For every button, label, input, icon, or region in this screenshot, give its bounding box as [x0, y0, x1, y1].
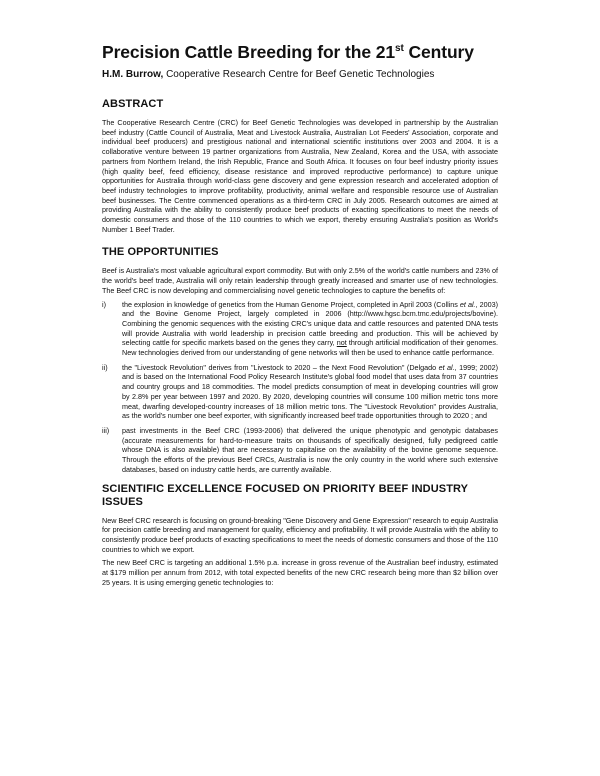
list-item-text-italic: et al. — [459, 299, 476, 309]
list-item-text-part: , 2003) and the Bovine Genome Project, largely completed in 2006 (http://www.hgsc.bcm.tmc.edu/projects/bovine). Combining the genomic sequences with the existing CRC's unique data and cattle resources and patented DNA tests will provide Australia with world leadership in precision cattle breeding and production. This will be achieved by selecting cattle for specific markets based on the genes they carry, — [122, 299, 498, 348]
abstract-heading: ABSTRACT — [102, 98, 164, 110]
list-item-number: ii) — [102, 362, 108, 372]
list-item — [102, 363, 498, 421]
scientific-paragraph-1: New Beef CRC research is focusing on ground-breaking "Gene Discovery and Gene Expression" research to equip Australia for precision cattle breeding and management for quality, efficiency and profitability. It will provide Australia with the ability to consistently produce beef products of exacting specifications to meet the needs of domestic consumers and those of the 110 countries to which we export. — [102, 515, 498, 554]
opportunities-heading: THE OPPORTUNITIES — [102, 246, 219, 259]
opportunities-list — [102, 300, 498, 475]
list-item-text-part: the "Livestock Revolution" derives from "Livestock to 2020 – the Next Food Revolution" (Delgado — [122, 362, 439, 372]
title-end: Century — [403, 42, 474, 62]
opportunities-section — [102, 246, 498, 474]
author-line — [102, 68, 498, 81]
list-item-text-part: , 1999; 2002) and is based on the International Food Policy Research Institute's global food model that uses data from 37 countries and country groups and 18 commodities. The model predicts consumption of meat in developing countries will grow by 2.8% per year between 1997 and 2020. By 2020, developing countries will consume 100 million metric tons more meat, dwarfing developed-country increases of 18 million metric tons. The "Livestock Revolution" provides Australia, as the world's number one beef exporter, with significantly increased beef trade opportunities through to 2020 ; and — [122, 362, 498, 421]
page-title — [102, 40, 498, 64]
scientific-paragraph-2: The new Beef CRC is targeting an additional 1.5% p.a. increase in gross revenue of the Australian beef industry, estimated at $179 million per annum from 2012, with total expected benefits of the new CRC research being more than $2 billion over 25 years. It is using emerging genetic technologies to: — [102, 558, 498, 587]
author-name: H.M. Burrow, — [102, 69, 164, 80]
opportunities-intro: Beef is Australia's most valuable agricultural export commodity. But with only 2.5% of the world's cattle numbers and 23% of the world's beef trade, Australia will only retain leadership through greatly increased and smarter use of new technologies. The Beef CRC is now developing and commercialising novel genetic technologies to capture the benefits of: — [102, 266, 498, 295]
list-item-number: i) — [102, 299, 106, 309]
list-item-number: iii) — [102, 425, 110, 435]
list-item — [102, 426, 498, 475]
list-item-text-part: through artificial modification of their genomes. New technologies derived from our understanding of gene networks will then be used to enhance cattle performance. — [122, 338, 498, 358]
author-affiliation: Cooperative Research Centre for Beef Genetic Technologies — [163, 69, 435, 80]
title-main: Precision Cattle Breeding for the 21 — [102, 42, 396, 62]
list-item-text: past investments in the Beef CRC (1993-2006) that delivered the unique phenotypic and genotypic databases (accurate measurements for hard-to-measure traits on thousands of specifically designed, fully pedigreed cattle whose DNA is also available) that are necessary to capitalise on the availability of the bovine genome sequence. Through the efforts of the previous Beef CRCs, Australia is now the only country in the world where such extensive databases, based on industry cattle herds, are currently available. — [122, 425, 498, 474]
list-item-text-italic: et al. — [438, 362, 455, 372]
list-item — [102, 300, 498, 358]
list-item-text — [122, 363, 498, 421]
list-item-text-part: the explosion in knowledge of genetics from the Human Genome Project, completed in April 2003 (Collins — [122, 299, 460, 309]
list-item-text-underline: not — [336, 338, 347, 348]
abstract-section — [102, 98, 498, 234]
title-superscript: st — [395, 43, 404, 55]
list-item-text — [122, 300, 498, 358]
scientific-section — [102, 483, 498, 588]
abstract-text: The Cooperative Research Centre (CRC) for Beef Genetic Technologies was developed in partnership by the Australian beef industry (Cattle Council of Australia, Meat and Livestock Australia, Australian Lot Feeders' Association, corporate and individual beef producers) and prestigious national and international scientific institutions over 2003 and 2004. It is a collaborative venture between 19 partner organizations from Australia, New Zealand, Korea and the USA, with associate partners from Northern Ireland, the Irish Republic, France and South Africa. It focuses on four beef industry priority issues (high quality beef, feed efficiency, disease resistance and improved reproductive performance) to capture unique opportunities for Australia through world-class gene discovery and gene expression research and accelerated adoption of beef industry technologies to improve profitability, productivity, animal welfare and responsible resource use of Australian beef businesses. The Centre commenced operations as a third-term CRC in July 2005. Research outcomes are aimed at providing Australia with the ability to consistently produce beef products of exacting specifications to meet the needs of domestic consumers and those of the 110 countries to which we export, thereby ensuring Australia's position as World's Number 1 Beef Trader. — [102, 118, 498, 234]
document-page — [102, 40, 498, 587]
scientific-heading: SCIENTIFIC EXCELLENCE FOCUSED ON PRIORITY BEEF INDUSTRY ISSUES — [102, 482, 468, 508]
